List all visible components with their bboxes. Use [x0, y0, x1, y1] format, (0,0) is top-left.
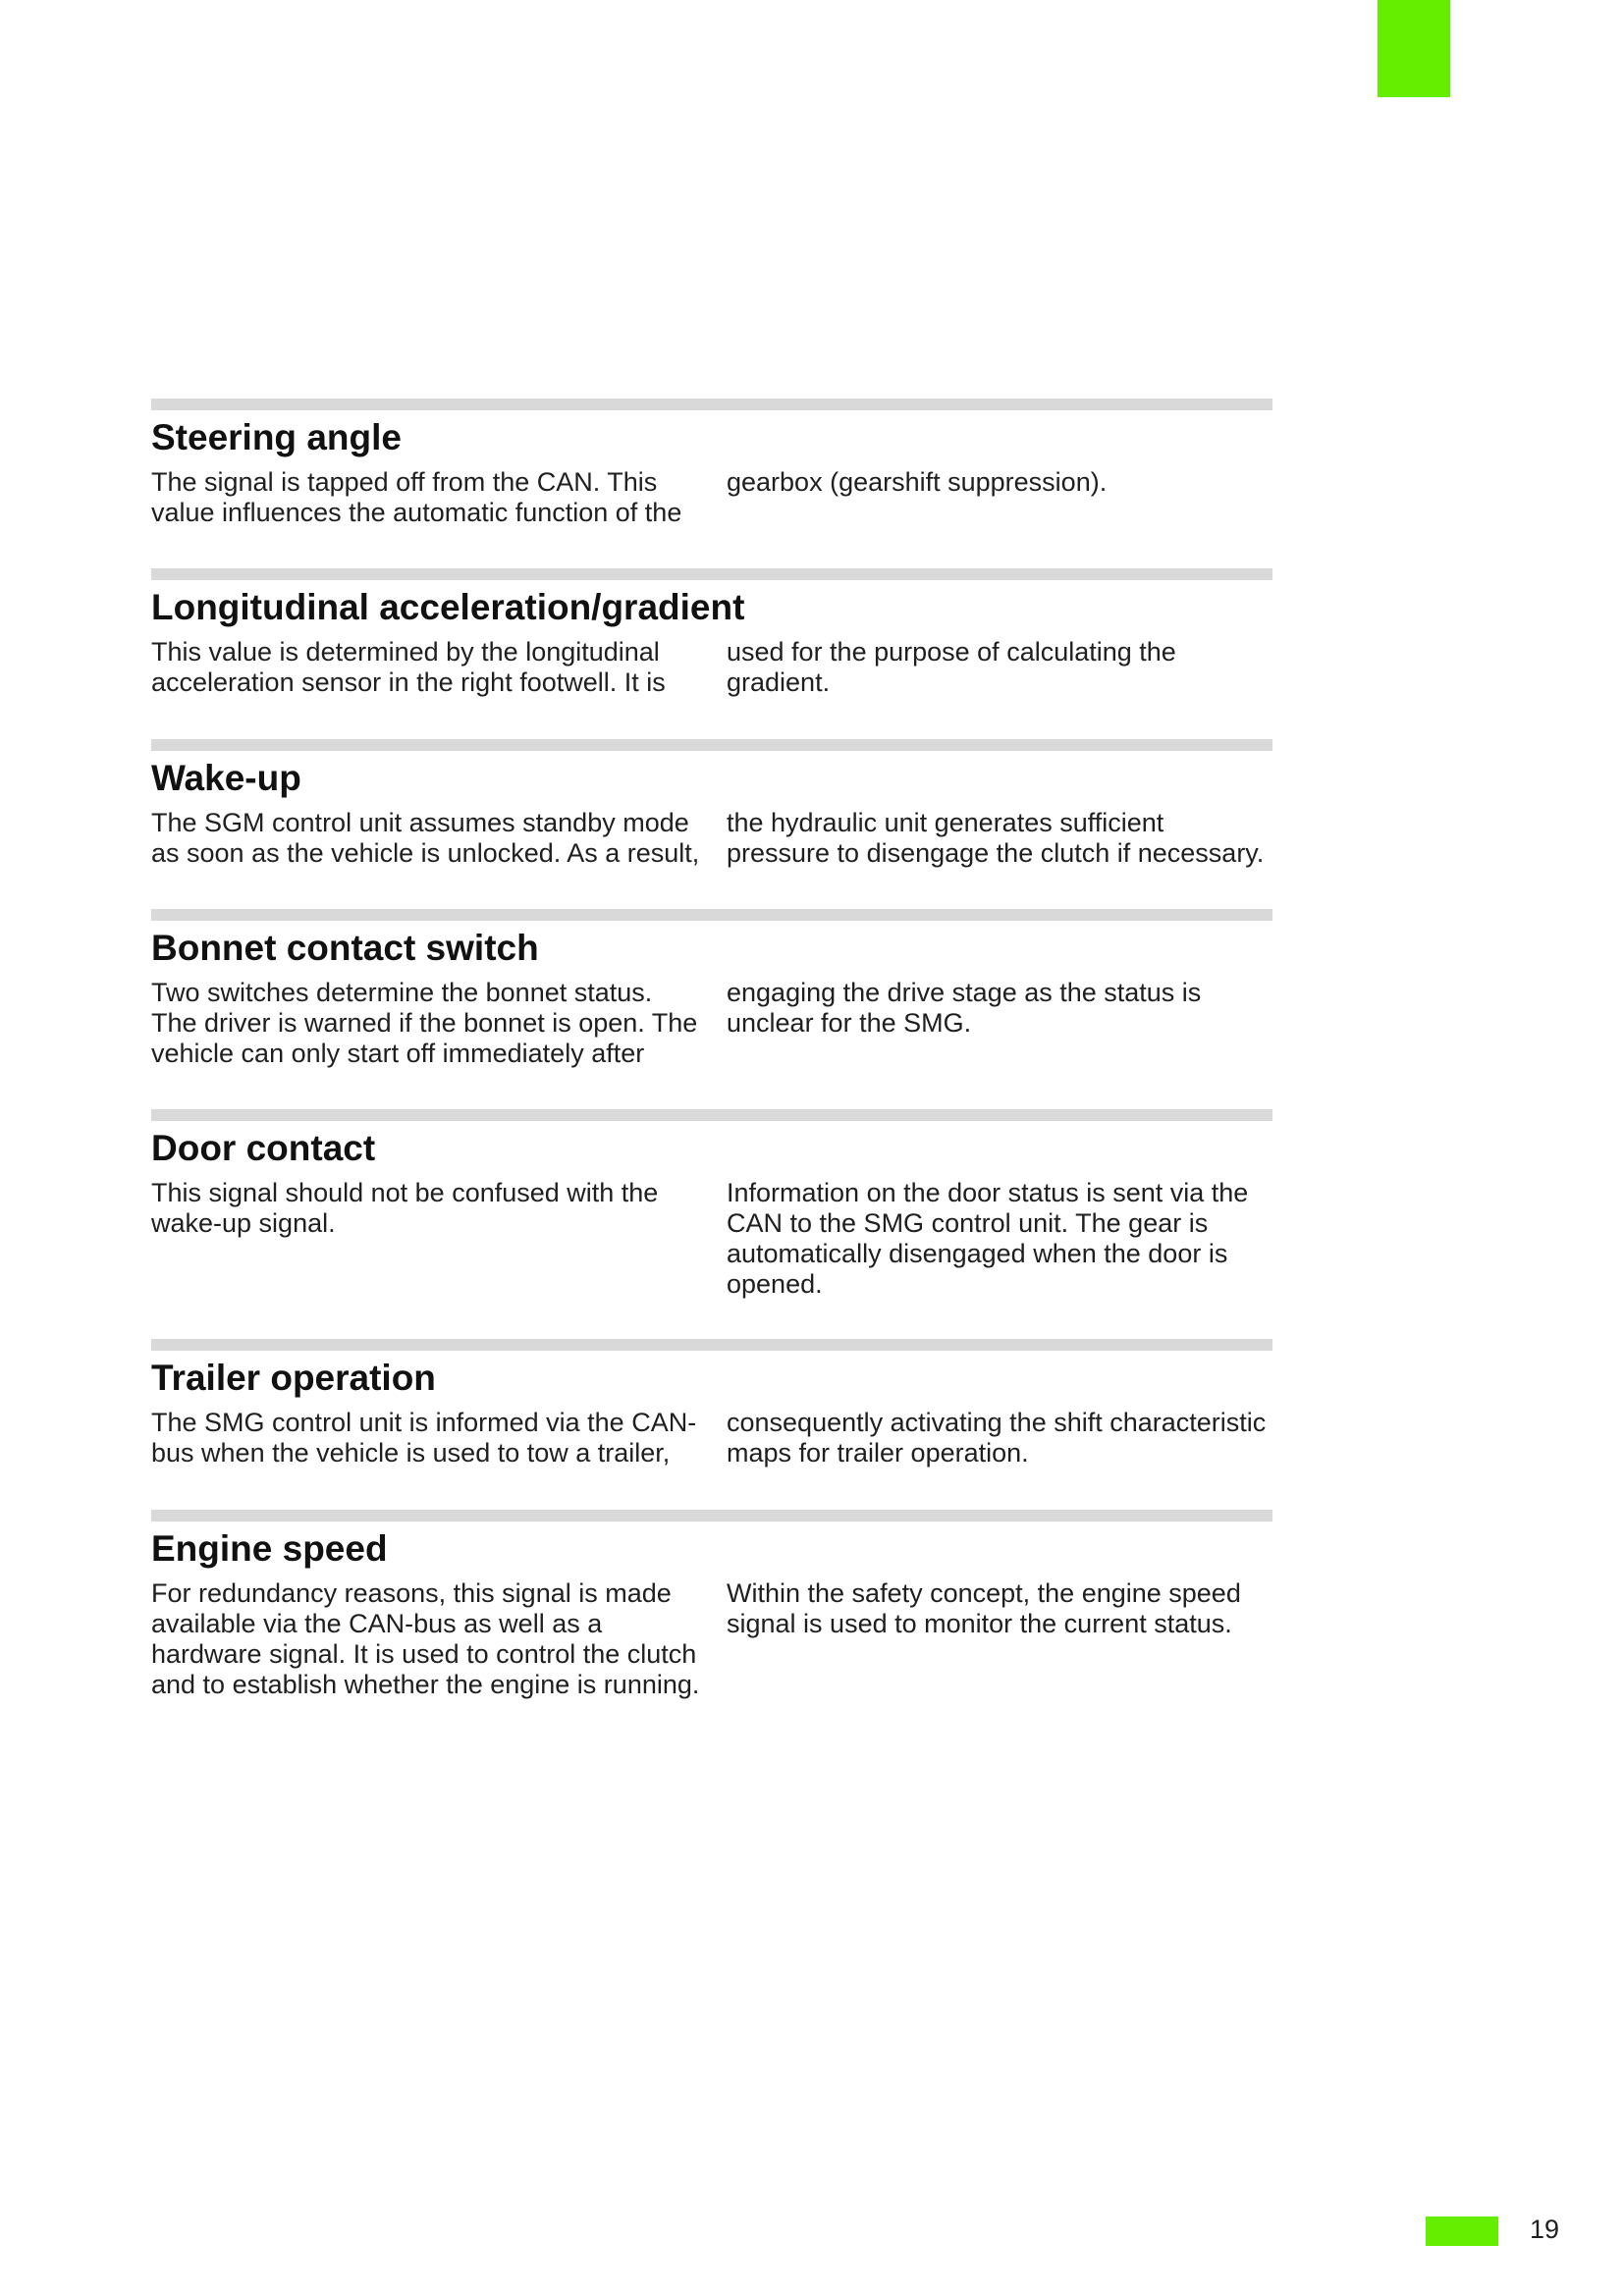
section-text-right: gearbox (gearshift suppression). [727, 467, 1108, 497]
section-divider [151, 399, 1272, 410]
section-text-left: The SGM control unit assumes standby mode as soon as the vehicle is unlocked. As a result, [151, 808, 700, 868]
section-divider [151, 568, 1272, 580]
section-divider [151, 739, 1272, 751]
section-text-right: engaging the drive stage as the status is unclear for the SMG. [727, 978, 1202, 1038]
section-body [151, 1178, 1272, 1315]
section-text-right: consequently activating the shift characteristic maps for trailer operation. [727, 1408, 1267, 1468]
section-engine-speed [151, 1510, 1272, 1716]
section-bonnet-contact-switch [151, 909, 1272, 1115]
section-text-right: used for the purpose of calculating the gradient. [727, 637, 1176, 697]
section-body [151, 978, 1272, 1115]
section-text-left: This signal should not be confused with the wake-up signal. [151, 1178, 659, 1238]
chapter-tab-marker [1378, 0, 1450, 97]
section-text-right: the hydraulic unit generates sufficient pressure to disengage the clutch if necessary. [727, 808, 1265, 868]
page-number: 19 [1530, 2215, 1560, 2244]
footer-accent-bar [1426, 2216, 1498, 2246]
section-divider [151, 1510, 1272, 1522]
section-text-left: The SMG control unit is informed via the CAN- bus when the vehicle is used to tow a trailer, [151, 1408, 697, 1468]
section-text-left: This value is determined by the longitudinal acceleration sensor in the right footwell. It is [151, 637, 666, 697]
section-text-left: For redundancy reasons, this signal is made available via the CAN-bus as well as a hardware signal. It is used to control the clutch and to establish whether the engine is running. [151, 1578, 700, 1699]
section-divider [151, 1109, 1272, 1121]
section-door-contact [151, 1109, 1272, 1315]
section-text-left: The signal is tapped off from the CAN. This value influences the automatic function of the [151, 467, 682, 527]
section-title: Bonnet contact switch [151, 928, 539, 968]
section-text-right: Within the safety concept, the engine speed signal is used to monitor the current status. [727, 1578, 1241, 1638]
section-title: Wake-up [151, 758, 301, 798]
section-body [151, 1578, 1272, 1716]
section-title: Steering angle [151, 417, 402, 457]
section-title: Engine speed [151, 1528, 388, 1569]
section-title: Longitudinal acceleration/gradient [151, 587, 745, 627]
section-title: Door contact [151, 1128, 376, 1168]
section-divider [151, 1339, 1272, 1351]
section-text-right: Information on the door status is sent via the CAN to the SMG control unit. The gear is automatically disengaged when the door is opened. [727, 1178, 1249, 1299]
section-title: Trailer operation [151, 1358, 436, 1398]
section-divider [151, 909, 1272, 921]
section-text-left: Two switches determine the bonnet status. The driver is warned if the bonnet is open. The vehicle can only start off immediately after [151, 978, 698, 1068]
